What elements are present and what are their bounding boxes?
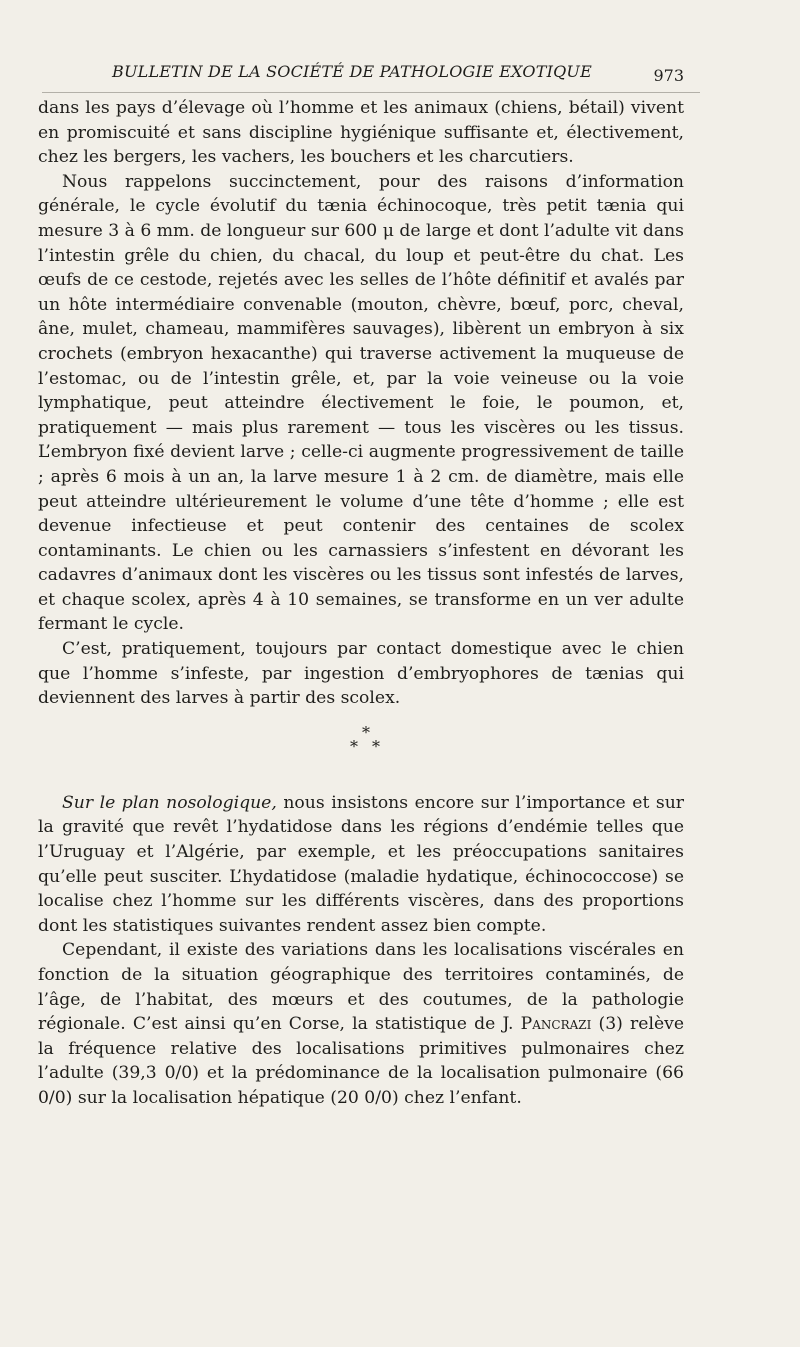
paragraph-5 <box>38 938 684 1110</box>
paragraph-4 <box>38 791 684 939</box>
running-title: BULLETIN DE LA SOCIÉTÉ DE PATHOLOGIE EXOTIQUE <box>112 62 592 81</box>
asterism-left: * <box>350 736 358 756</box>
paragraph-4-italic-lead: Sur le plan nosologique, <box>62 792 277 813</box>
asterism-top: * <box>362 722 370 742</box>
page-header <box>40 62 684 88</box>
paragraph-2: Nous rappelons succinctement, pour des raisons d’information générale, le cycle évolutif du tænia échinocoque, très petit tænia qui mesure 3 à 6 mm. de longueur sur 600 μ de large et dont l’adulte vit dans l’intestin grêle du chien, du chacal, du loup et peut-être du chat. Les œufs de ce cestode, rejetés avec les selles de l’hôte définitif et avalés par un hôte intermédiaire convenable (mouton, chèvre, bœuf, porc, cheval, âne, mulet, chameau, mammifères sauvages), libèrent un embryon à six crochets (embryon hexacanthe) qui traverse activement la muqueuse de l’estomac, ou de l’intestin grêle, et, par la voie veineuse ou la voie lymphatique, peut atteindre électivement le foie, le poumon, et, pratiquement — mais plus rarement — tous les viscères ou les tissus. L’embryon fixé devient larve ; celle-ci augmente progressivement de taille ; après 6 mois à un an, la larve mesure 1 à 2 cm. de diamètre, mais elle peut atteindre ultérieurement le volume d’une tête d’homme ; elle est devenue infectieuse et peut contenir des centaines de scolex contaminants. Le chien ou les carnassiers s’infestent en dévorant les cadavres d’animaux dont les viscères ou les tissus sont infestés de larves, et chaque scolex, après 4 à 10 semaines, se transforme en un ver adulte fermant le cycle. <box>38 171 684 635</box>
paragraph-5-text-after-author: (3) relève la fréquence relative des localisations primitives pulmonaires chez l’adulte (39,3 0/0) et la prédominance de la localisation pulmonaire (66 0/0) sur la localisation hépatique (20 0/0) chez l’enfant. <box>38 1014 684 1108</box>
header-rule <box>42 92 700 93</box>
paragraph-3: C’est, pratiquement, toujours par contact domestique avec le chien que l’homme s’infeste, par ingestion d’embryophores de tænias qui deviennent des larves à partir des scolex. <box>38 639 684 709</box>
page-number: 973 <box>653 66 684 85</box>
main-text <box>38 96 684 1111</box>
section-break <box>38 711 684 791</box>
asterism-ornament <box>338 722 394 763</box>
paragraph-1: dans les pays d’élevage où l’homme et les animaux (chiens, bétail) vivent en promiscuité et sans discipline hygiénique suffisante et, électivement, chez les bergers, les vachers, les bouchers et les charcutiers. <box>38 98 684 168</box>
asterism-right: * <box>372 736 380 756</box>
paragraph-5-text-before-author: Cependant, il existe des variations dans les localisations viscérales en fonction de la situation géographique des territoires contaminés, de l’âge, de l’habitat, des mœurs et des coutumes, de la pathologie régionale. C’est ainsi qu’en Corse, la statistique de J. <box>38 940 684 1035</box>
paragraph-4-text: nous insistons encore sur l’importance et sur la gravité que revêt l’hydatidose dans les régions d’endémie telles que l’Uruguay et l’Algérie, par exemple, et les préoccupations sanitaires qu’elle peut susciter. L’hydatidose (maladie hydatique, échinococcose) se localise chez l’homme sur les différents viscères, dans des proportions dont les statistiques suivantes rendent assez bien compte. <box>38 792 684 936</box>
author-name: Pancrazi <box>520 1014 592 1035</box>
